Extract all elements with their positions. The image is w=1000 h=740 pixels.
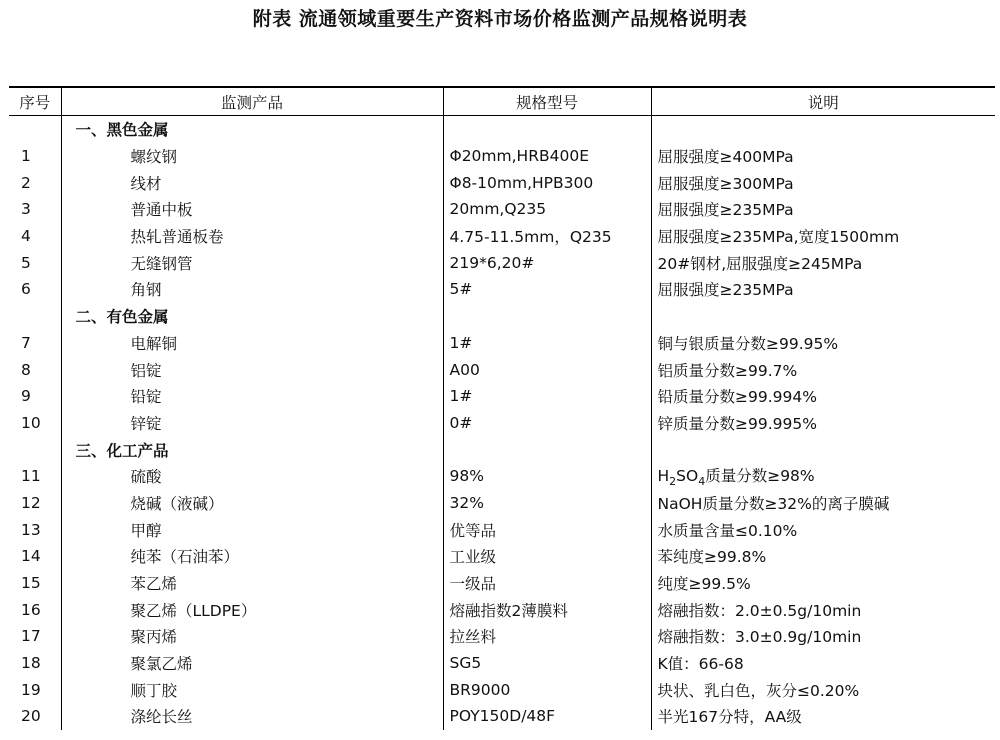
- category-label: 三、化工产品: [61, 436, 443, 463]
- product-name: 聚乙烯（LLDPE）: [61, 596, 443, 623]
- row-number: 12: [21, 493, 41, 512]
- row-number: [9, 116, 61, 143]
- row-number: 16: [21, 600, 41, 619]
- desc-cell: 屈服强度≥235MPa,宽度1500mm: [651, 223, 995, 250]
- table-row: [9, 169, 995, 196]
- header-spec: 规格型号: [443, 87, 651, 116]
- row-number: 9: [21, 387, 31, 406]
- spec-cell: [443, 303, 651, 330]
- table-body: [9, 116, 995, 730]
- product-name: 普通中板: [61, 196, 443, 223]
- desc-cell: [651, 303, 995, 330]
- desc-cell: 铅质量分数≥99.994%: [651, 383, 995, 410]
- row-number: 20: [21, 707, 41, 726]
- table-row: [9, 383, 995, 410]
- row-number: 1: [21, 147, 31, 166]
- row-number: [9, 303, 61, 330]
- spec-cell: 拉丝料: [443, 623, 651, 650]
- desc-cell: NaOH质量分数≥32%的离子膜碱: [651, 490, 995, 517]
- row-number: 18: [21, 654, 41, 673]
- page-title: 附表 流通领域重要生产资料市场价格监测产品规格说明表: [252, 8, 748, 30]
- header-seq: 序号: [9, 87, 61, 116]
- row-number: 19: [21, 680, 41, 699]
- spec-cell: 熔融指数2薄膜料: [443, 596, 651, 623]
- row-number: 2: [21, 173, 31, 192]
- table-row: [9, 516, 995, 543]
- desc-cell: 半光167分特，AA级: [651, 703, 995, 730]
- row-number: 3: [21, 200, 31, 219]
- row-number: 11: [21, 467, 41, 486]
- product-name: 顺丁胶: [61, 676, 443, 703]
- table-row: [9, 596, 995, 623]
- table-row: [9, 543, 995, 570]
- spec-cell: BR9000: [443, 676, 651, 703]
- desc-cell: 铜与银质量分数≥99.95%: [651, 330, 995, 357]
- spec-cell: 0#: [443, 410, 651, 437]
- spec-table: [9, 86, 995, 730]
- table-row: [9, 223, 995, 250]
- spec-cell: POY150D/48F: [443, 703, 651, 730]
- spec-cell: 4.75-11.5mm，Q235: [443, 223, 651, 250]
- desc-cell: 水质量含量≤0.10%: [651, 516, 995, 543]
- product-name: 甲醇: [61, 516, 443, 543]
- product-name: 苯乙烯: [61, 570, 443, 597]
- product-name: 烧碱（液碱）: [61, 490, 443, 517]
- row-number: 17: [21, 627, 41, 646]
- table-row: [9, 490, 995, 517]
- spec-cell: A00: [443, 356, 651, 383]
- table-row: [9, 276, 995, 303]
- spec-cell: 20mm,Q235: [443, 196, 651, 223]
- category-row: [9, 436, 995, 463]
- row-number: 4: [21, 227, 31, 246]
- formula-part: 4: [698, 475, 706, 489]
- product-name: 线材: [61, 169, 443, 196]
- product-name: 聚丙烯: [61, 623, 443, 650]
- table-row: [9, 410, 995, 437]
- category-label: 二、有色金属: [61, 303, 443, 330]
- formula-part: SO: [676, 467, 699, 486]
- spec-cell: 98%: [443, 463, 651, 490]
- product-name: 纯苯（石油苯）: [61, 543, 443, 570]
- desc-cell: [651, 116, 995, 143]
- row-number: 15: [21, 574, 41, 593]
- desc-cell: 锌质量分数≥99.995%: [651, 410, 995, 437]
- table-row: [9, 676, 995, 703]
- desc-cell: [651, 436, 995, 463]
- desc-cell: 屈服强度≥300MPa: [651, 169, 995, 196]
- spec-cell: SG5: [443, 650, 651, 677]
- product-name: 铝锭: [61, 356, 443, 383]
- formula-part: H: [657, 467, 670, 486]
- product-name: 涤纶长丝: [61, 703, 443, 730]
- table-row: [9, 143, 995, 170]
- table-row: [9, 463, 995, 490]
- table-row: [9, 623, 995, 650]
- desc-cell: 纯度≥99.5%: [651, 570, 995, 597]
- row-number: 14: [21, 547, 41, 566]
- desc-cell: 苯纯度≥99.8%: [651, 543, 995, 570]
- row-number: [9, 436, 61, 463]
- table-row: [9, 249, 995, 276]
- desc-cell: 熔融指数：2.0±0.5g/10min: [651, 596, 995, 623]
- table-row: [9, 570, 995, 597]
- row-number: 7: [21, 333, 31, 352]
- table-row: [9, 703, 995, 730]
- desc-cell: 熔融指数：3.0±0.9g/10min: [651, 623, 995, 650]
- product-name: 硫酸: [61, 463, 443, 490]
- table-header-row: [9, 87, 995, 116]
- spec-cell: 工业级: [443, 543, 651, 570]
- header-desc: 说明: [651, 87, 995, 116]
- table-row: [9, 650, 995, 677]
- product-name: 螺纹钢: [61, 143, 443, 170]
- spec-cell: 32%: [443, 490, 651, 517]
- product-name: 热轧普通板卷: [61, 223, 443, 250]
- spec-cell: 优等品: [443, 516, 651, 543]
- table-row: [9, 330, 995, 357]
- formula-part: 质量分数≥98%: [705, 467, 815, 486]
- product-name: 无缝钢管: [61, 249, 443, 276]
- product-name: 锌锭: [61, 410, 443, 437]
- desc-cell: 屈服强度≥235MPa: [651, 196, 995, 223]
- spec-cell: Φ20mm,HRB400E: [443, 143, 651, 170]
- row-number: 8: [21, 360, 31, 379]
- category-row: [9, 116, 995, 143]
- category-row: [9, 303, 995, 330]
- desc-cell: [651, 463, 995, 490]
- formula-part: 2: [669, 475, 677, 489]
- desc-cell: K值：66-68: [651, 650, 995, 677]
- desc-cell: 屈服强度≥400MPa: [651, 143, 995, 170]
- spec-cell: 1#: [443, 383, 651, 410]
- desc-cell: 铝质量分数≥99.7%: [651, 356, 995, 383]
- spec-cell: Φ8-10mm,HPB300: [443, 169, 651, 196]
- spec-cell: 5#: [443, 276, 651, 303]
- category-label: 一、黑色金属: [61, 116, 443, 143]
- product-name: 铅锭: [61, 383, 443, 410]
- product-name: 角钢: [61, 276, 443, 303]
- table-row: [9, 196, 995, 223]
- spec-cell: 一级品: [443, 570, 651, 597]
- row-number: 13: [21, 520, 41, 539]
- desc-cell: 屈服强度≥235MPa: [651, 276, 995, 303]
- table-row: [9, 356, 995, 383]
- header-product: 监测产品: [61, 87, 443, 116]
- desc-cell: 块状、乳白色，灰分≤0.20%: [651, 676, 995, 703]
- row-number: 5: [21, 253, 31, 272]
- spec-cell: [443, 116, 651, 143]
- spec-cell: 1#: [443, 330, 651, 357]
- row-number: 10: [21, 413, 41, 432]
- spec-cell: [443, 436, 651, 463]
- desc-cell: 20#钢材,屈服强度≥245MPa: [651, 249, 995, 276]
- product-name: 电解铜: [61, 330, 443, 357]
- product-name: 聚氯乙烯: [61, 650, 443, 677]
- row-number: 6: [21, 280, 31, 299]
- spec-cell: 219*6,20#: [443, 249, 651, 276]
